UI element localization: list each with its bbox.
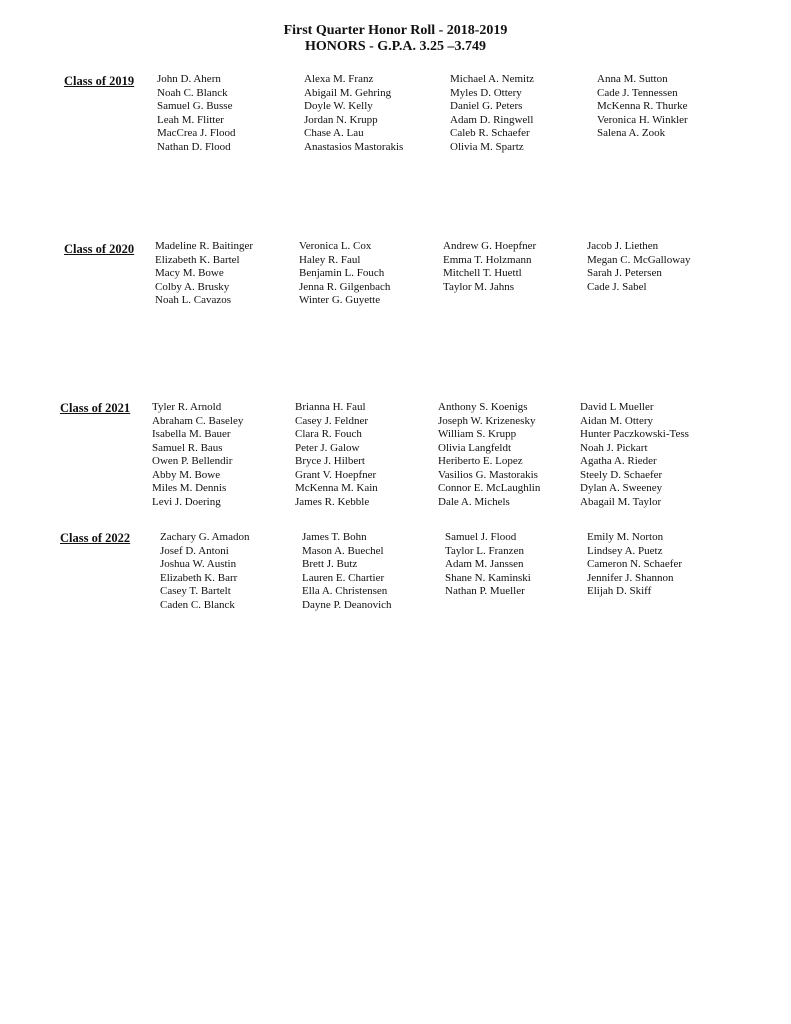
student-name: Emily M. Norton (587, 531, 664, 543)
student-name: Megan C. McGalloway (587, 253, 691, 266)
name-column (152, 401, 243, 509)
name-column (438, 401, 540, 509)
student-name: Alexa M. Franz (304, 73, 374, 85)
student-name: Andrew G. Hoepfner (443, 240, 537, 252)
name-column (443, 240, 536, 294)
student-name: Owen P. Bellendir (152, 455, 233, 467)
student-name: Veronica L. Cox (299, 240, 372, 252)
student-name: Abigail M. Gehring (304, 86, 392, 99)
student-name: Connor E. McLaughlin (438, 482, 541, 494)
student-name: Cameron N. Schaefer (587, 558, 682, 570)
name-column (157, 73, 236, 154)
student-name: Benjamin L. Fouch (299, 267, 385, 279)
name-column (587, 531, 682, 599)
student-name: Veronica H. Winkler (597, 113, 688, 126)
student-name: Tyler R. Arnold (152, 401, 222, 413)
student-name: Hunter Paczkowski-Tess (580, 428, 689, 440)
student-name: Ella A. Christensen (302, 585, 388, 597)
student-name: MacCrea J. Flood (157, 127, 236, 139)
student-name: Peter J. Galow (295, 441, 360, 454)
student-name: Olivia M. Spartz (450, 140, 524, 153)
student-name: Winter G. Guyette (299, 294, 381, 306)
student-name: Noah L. Cavazos (155, 294, 232, 306)
page-title: First Quarter Honor Roll - 2018-2019 (283, 23, 508, 38)
name-column (155, 240, 253, 308)
student-name: Noah C. Blanck (157, 86, 228, 99)
student-name: Leah M. Flitter (157, 113, 224, 126)
name-column (597, 73, 688, 141)
name-column (304, 73, 403, 154)
student-name: Jacob J. Liethen (587, 240, 659, 252)
class-label-2020: Class of 2020 (64, 242, 135, 256)
student-name: Abraham C. Baseley (152, 414, 244, 427)
student-name: Caleb R. Schaefer (450, 127, 530, 139)
class-label-2019: Class of 2019 (64, 74, 135, 88)
student-name: Samuel R. Baus (152, 441, 223, 454)
student-name: Joseph W. Krizenesky (438, 414, 536, 427)
student-name: Clara R. Fouch (295, 428, 362, 440)
name-column (160, 531, 250, 612)
student-name: Casey J. Feldner (295, 414, 369, 427)
student-name: Cade J. Tennessen (597, 86, 678, 99)
student-name: Cade J. Sabel (587, 280, 647, 293)
name-column (302, 531, 392, 612)
name-column (587, 240, 691, 294)
student-name: Jennifer J. Shannon (587, 571, 674, 584)
student-name: Chase A. Lau (304, 127, 364, 139)
student-name: Adam M. Janssen (445, 558, 524, 570)
student-name: Macy M. Bowe (155, 267, 224, 279)
student-name: Dylan A. Sweeney (580, 482, 663, 494)
student-name: Abby M. Bowe (152, 468, 221, 481)
name-column (295, 401, 378, 509)
student-name: Myles D. Ottery (450, 86, 522, 99)
student-name: Agatha A. Rieder (580, 455, 657, 467)
student-name: Samuel J. Flood (445, 531, 517, 543)
student-name: Casey T. Bartelt (160, 585, 231, 597)
student-name: McKenna R. Thurke (597, 100, 688, 112)
page-subtitle: HONORS - G.P.A. 3.25 –3.749 (304, 39, 487, 54)
student-name: Sarah J. Petersen (587, 267, 662, 279)
student-name: Madeline R. Baitinger (155, 240, 254, 252)
class-label-2022: Class of 2022 (60, 531, 131, 545)
student-name: Samuel G. Busse (157, 100, 233, 112)
student-name: Haley R. Faul (299, 253, 361, 266)
student-name: James R. Kebble (295, 495, 370, 508)
student-name: Salena A. Zook (597, 127, 666, 139)
name-column (580, 401, 689, 509)
student-name: Mitchell T. Huettl (443, 267, 522, 279)
student-name: Levi J. Doering (152, 495, 221, 508)
student-name: Nathan D. Flood (157, 140, 231, 153)
student-name: Bryce J. Hilbert (295, 455, 365, 467)
student-name: Caden C. Blanck (160, 598, 235, 611)
student-name: Emma T. Holzmann (443, 253, 532, 266)
student-name: Anastasios Mastorakis (304, 140, 404, 153)
student-name: Josef D. Antoni (160, 544, 229, 557)
student-name: Lauren E. Chartier (302, 571, 385, 584)
student-name: Elijah D. Skiff (587, 585, 652, 597)
student-name: Noah J. Pickart (580, 441, 648, 454)
student-name: Nathan P. Mueller (445, 585, 525, 597)
student-name: Steely D. Schaefer (580, 468, 663, 481)
student-name: Taylor L. Franzen (445, 544, 524, 557)
student-name: Aidan M. Ottery (580, 414, 654, 427)
student-name: Anna M. Sutton (597, 73, 668, 85)
student-name: Daniel G. Peters (450, 100, 523, 112)
student-name: Adam D. Ringwell (450, 113, 534, 126)
student-name: Brianna H. Faul (295, 401, 366, 413)
student-name: Taylor M. Jahns (443, 280, 515, 293)
student-name: Dale A. Michels (438, 495, 510, 508)
student-name: Lindsey A. Puetz (587, 544, 663, 557)
student-name: Miles M. Dennis (152, 482, 227, 494)
student-name: Colby A. Brusky (155, 280, 230, 293)
student-name: Michael A. Nemitz (450, 73, 535, 85)
student-name: Zachary G. Amadon (160, 531, 250, 543)
name-column (450, 73, 534, 154)
student-name: Grant V. Hoepfner (295, 468, 377, 481)
name-column (299, 240, 390, 308)
student-name: Dayne P. Deanovich (302, 598, 392, 611)
student-name: Olivia Langfeldt (438, 441, 512, 454)
student-name: Shane N. Kaminski (445, 571, 531, 584)
student-name: Elizabeth K. Bartel (155, 253, 240, 266)
student-name: David L Mueller (580, 401, 654, 413)
student-name: John D. Ahern (157, 73, 221, 85)
student-name: Isabella M. Bauer (152, 428, 231, 440)
student-name: Vasilios G. Mastorakis (438, 468, 538, 481)
student-name: Joshua W. Austin (160, 558, 237, 570)
student-name: Brett J. Butz (302, 558, 358, 570)
student-name: William S. Krupp (438, 428, 517, 440)
student-name: Heriberto E. Lopez (438, 455, 523, 467)
student-name: Abagail M. Taylor (580, 495, 662, 508)
student-name: Anthony S. Koenigs (438, 401, 528, 413)
student-name: Jordan N. Krupp (304, 113, 378, 126)
student-name: Mason A. Buechel (302, 544, 384, 557)
student-name: Jenna R. Gilgenbach (299, 280, 391, 293)
student-name: Doyle W. Kelly (304, 100, 373, 112)
student-name: James T. Bohn (302, 531, 367, 543)
student-name: Elizabeth K. Barr (160, 571, 238, 584)
class-label-2021: Class of 2021 (60, 401, 131, 415)
student-name: McKenna M. Kain (295, 482, 378, 494)
name-column (445, 531, 531, 599)
